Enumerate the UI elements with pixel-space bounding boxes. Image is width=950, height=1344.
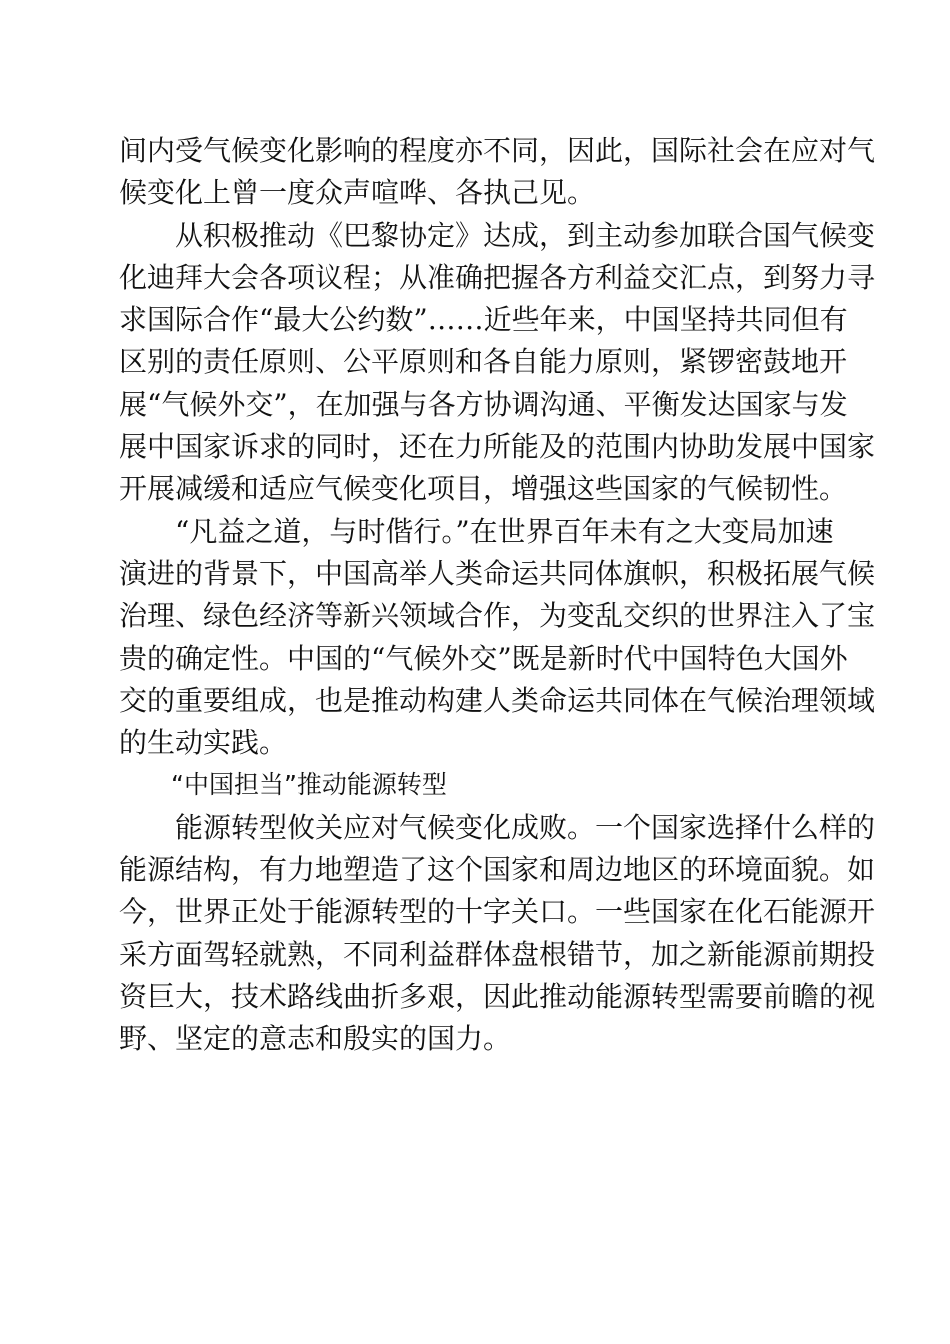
text-line: 交的重要组成，也是推动构建人类命运共同体在气候治理领域	[119, 683, 876, 717]
text-line: 的生动实践。	[119, 726, 288, 760]
text-line: 区别的责任原则、公平原则和各自能力原则，紧锣密鼓地开	[119, 345, 848, 379]
text-line: 开展减缓和适应气候变化项目，增强这些国家的气候韧性。	[119, 472, 848, 506]
text-line: 今，世界正处于能源转型的十字关口。一些国家在化石能源开	[119, 895, 876, 929]
text-line: 贵的确定性。中国的“气候外交”既是新时代中国特色大国外	[119, 641, 848, 675]
text-line: 野、坚定的意志和殷实的国力。	[119, 1022, 512, 1056]
text-line: 化迪拜大会各项议程；从准确把握各方利益交汇点，到努力寻	[119, 260, 876, 294]
section-heading: “中国担当”推动能源转型	[171, 770, 447, 800]
text-line: 能源结构，有力地塑造了这个国家和周边地区的环境面貌。如	[119, 853, 876, 887]
text-line: 采方面驾轻就熟，不同利益群体盘根错节，加之新能源前期投	[119, 937, 876, 971]
text-line: 间内受气候变化影响的程度亦不同，因此，国际社会在应对气	[119, 134, 876, 167]
text-line: 能源转型攸关应对气候变化成败。一个国家选择什么样的	[175, 810, 876, 844]
text-line: 求国际合作“最大公约数”……近些年来，中国坚持共同但有	[119, 303, 848, 337]
text-line: 演进的背景下，中国高举人类命运共同体旗帜，积极拓展气候	[119, 556, 876, 590]
text-line: “凡益之道，与时偕行。”在世界百年未有之大变局加速	[175, 514, 834, 548]
text-line: 候变化上曾一度众声喧哗、各执己见。	[119, 176, 596, 210]
article-body	[119, 130, 876, 1061]
text-line: 展“气候外交”，在加强与各方协调沟通、平衡发达国家与发	[119, 387, 848, 421]
text-line: 从积极推动《巴黎协定》达成，到主动参加联合国气候变	[175, 218, 876, 252]
text-line: 资巨大，技术路线曲折多艰，因此推动能源转型需要前瞻的视	[119, 979, 876, 1013]
text-line: 展中国家诉求的同时，还在力所能及的范围内协助发展中国家	[119, 430, 876, 464]
text-line: 治理、绿色经济等新兴领域合作，为变乱交织的世界注入了宝	[119, 599, 876, 633]
